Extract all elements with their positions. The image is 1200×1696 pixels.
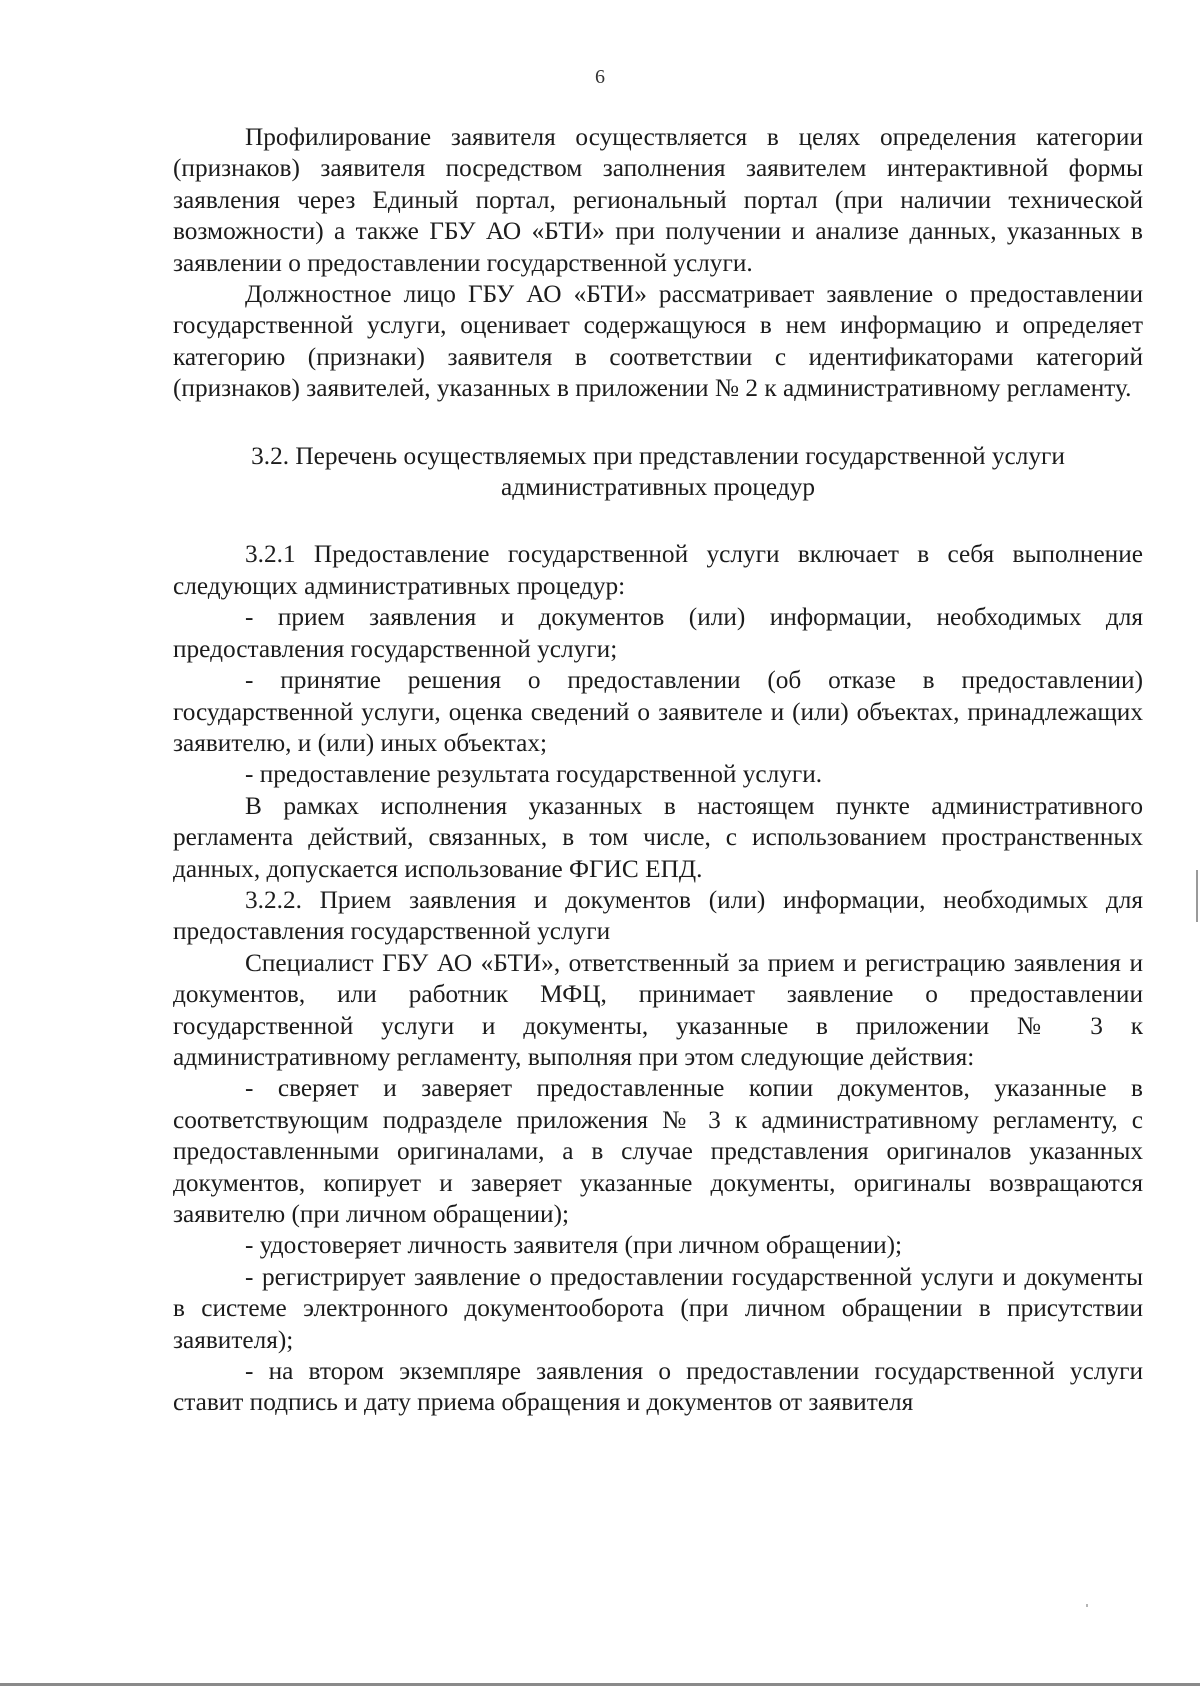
paragraph-specialist: Специалист ГБУ АО «БТИ», ответственный за прием и регистрацию заявления и документов, или работник МФЦ, принимает заявление о предоставлении государственной услуги и документы, указанные в приложении № 3 к административному регламенту, выполняя при этом следующие действия:: [173, 948, 1143, 1071]
scan-speck: [1086, 1604, 1088, 1607]
list-item-signature: - на втором экземпляре заявления о предоставлении государственной услуги ставит подпись и дату приема обращения и документов от заявителя: [173, 1357, 1143, 1417]
document-body: [173, 122, 1143, 1419]
list-item-reception: - прием заявления и документов (или) информации, необходимых для предоставления государственной услуги;: [173, 603, 1143, 663]
paragraph-3-2-1: 3.2.1 Предоставление государственной услуги включает в себя выполнение следующих административных процедур:: [173, 540, 1143, 600]
paragraph-profiling: Профилирование заявителя осуществляется в целях определения категории (признаков) заявителя посредством заполнения заявителем интерактивной формы заявления через Единый портал, региональный портал (при наличии технической возможности) а также ГБУ АО «БТИ» при получении и анализе данных, указанных в заявлении о предоставлении государственной услуги.: [173, 123, 1143, 277]
page-number: 6: [595, 66, 605, 88]
paragraph-official-review: Должностное лицо ГБУ АО «БТИ» рассматривает заявление о предоставлении государственной услуги, оценивает содержащуюся в нем информацию и определяет категорию (признаки) заявителя в соответствии с идентификаторами категорий (признаков) заявителей, указанных в приложении № 2 к административному регламенту.: [173, 280, 1143, 403]
section-heading: 3.2. Перечень осуществляемых при представлении государственной услуги административных процедур: [251, 441, 1065, 502]
list-item-verify-copies: - сверяет и заверяет предоставленные копии документов, указанные в соответствующим подразделе приложения № 3 к административному регламенту, с предоставленными оригиналами, а в случае представления оригиналов указанных документов, копирует и заверяет указанные документы, оригиналы возвращаются заявителю (при личном обращении);: [173, 1074, 1143, 1228]
list-item-identity: - удостоверяет личность заявителя (при личном обращении);: [245, 1231, 903, 1260]
scan-bottom-edge: [0, 1683, 1200, 1686]
scan-margin-mark: [1196, 870, 1198, 922]
list-item-result: - предоставление результата государственной услуги.: [245, 760, 823, 789]
paragraph-fgis: В рамках исполнения указанных в настоящем пункте административного регламента действий, связанных, в том числе, с использованием пространственных данных, допускается использование ФГИС ЕПД.: [173, 791, 1143, 883]
paragraph-3-2-2: 3.2.2. Прием заявления и документов (или) информации, необходимых для предоставления государственной услуги: [173, 885, 1143, 946]
list-item-register: - регистрирует заявление о предоставлении государственной услуги и документы в системе электронного документооборота (при личном обращении в присутствии заявителя);: [173, 1262, 1143, 1354]
list-item-decision: - принятие решения о предоставлении (об отказе в предоставлении) государственной услуги, оценка сведений о заявителе и (или) объектах, принадлежащих заявителю, и (или) иных объектах;: [173, 666, 1143, 757]
